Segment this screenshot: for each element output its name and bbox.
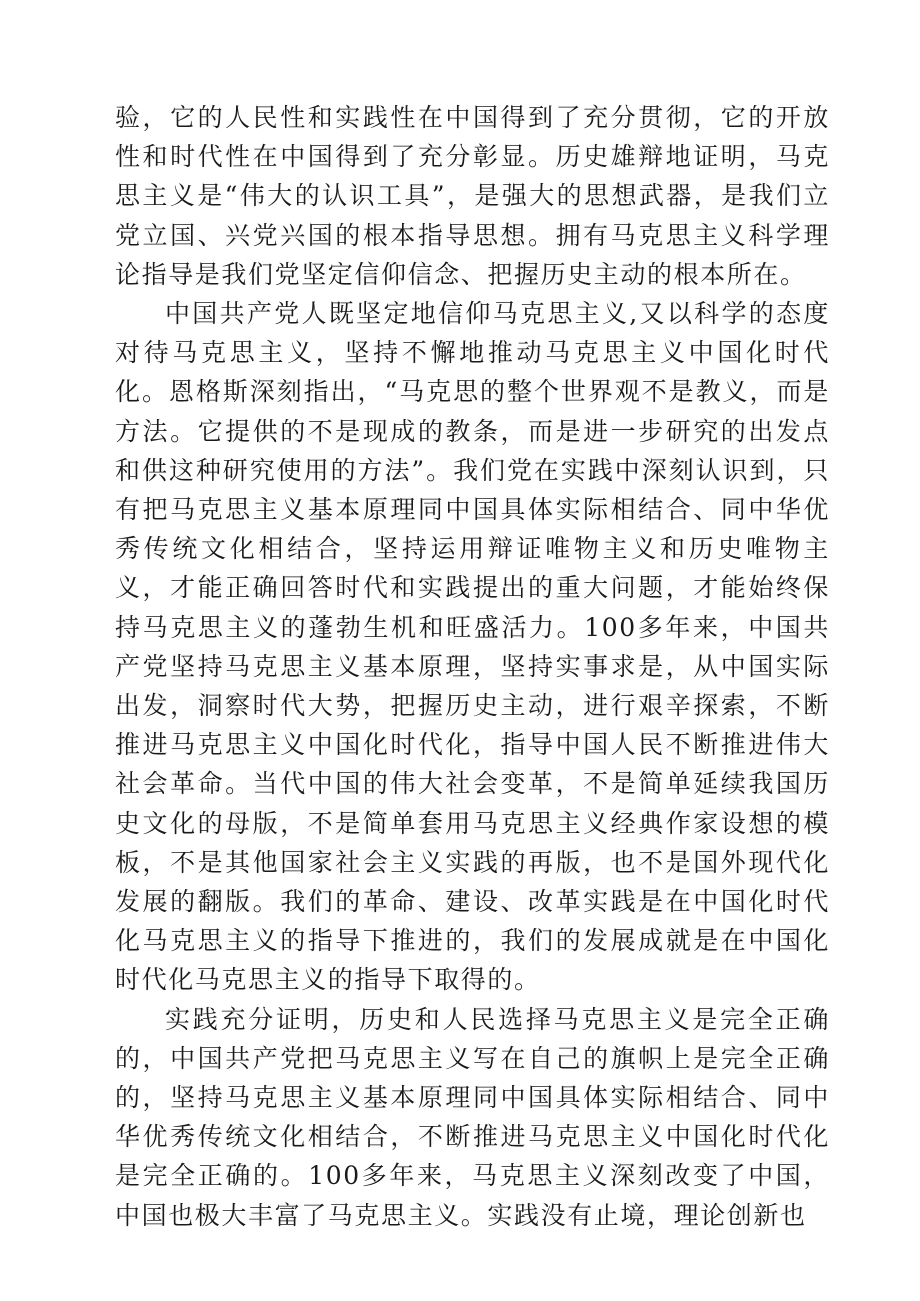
paragraph-1: 验，它的人民性和实践性在中国得到了充分贯彻，它的开放性和时代性在中国得到了充分彰显。历史雄辩地证明，马克思主义是“伟大的认识工具”，是强大的思想武器，是我们立党立国、兴党兴国的根本指导思想。拥有马克思主义科学理论指导是我们党坚定信仰信念、把握历史主动的根本所在。 — [115, 103, 830, 289]
paragraph-3: 实践充分证明，历史和人民选择马克思主义是完全正确的，中国共产党把马克思主义写在自己的旗帜上是完全正确的，坚持马克思主义基本原理同中国具体实际相结合、同中华优秀传统文化相结合，不断推进马克思主义中国化时代化是完全正确的。100多年来，马克思主义深刻改变了中国，中国也极大丰富了马克思主义。实践没有止境，理论创新也 — [115, 1004, 830, 1230]
document-body — [115, 98, 830, 1235]
paragraph-2: 中国共产党人既坚定地信仰马克思主义,又以科学的态度对待马克思主义，坚持不懈地推动马克思主义中国化时代化。恩格斯深刻指出，“马克思的整个世界观不是教义，而是方法。它提供的不是现成的教条，而是进一步研究的出发点和供这种研究使用的方法”。我们党在实践中深刻认识到，只有把马克思主义基本原理同中国具体实际相结合、同中华优秀传统文化相结合，坚持运用辩证唯物主义和历史唯物主义，才能正确回答时代和实践提出的重大问题，才能始终保持马克思主义的蓬勃生机和旺盛活力。100多年来，中国共产党坚持马克思主义基本原理，坚持实事求是，从中国实际出发，洞察时代大势，把握历史主动，进行艰辛探索，不断推进马克思主义中国化时代化，指导中国人民不断推进伟大社会革命。当代中国的伟大社会变革，不是简单延续我国历史文化的母版，不是简单套用马克思主义经典作家设想的模板，不是其他国家社会主义实践的再版，也不是国外现代化发展的翻版。我们的革命、建设、改革实践是在中国化时代化马克思主义的指导下推进的，我们的发展成就是在中国化时代化马克思主义的指导下取得的。 — [115, 299, 830, 995]
